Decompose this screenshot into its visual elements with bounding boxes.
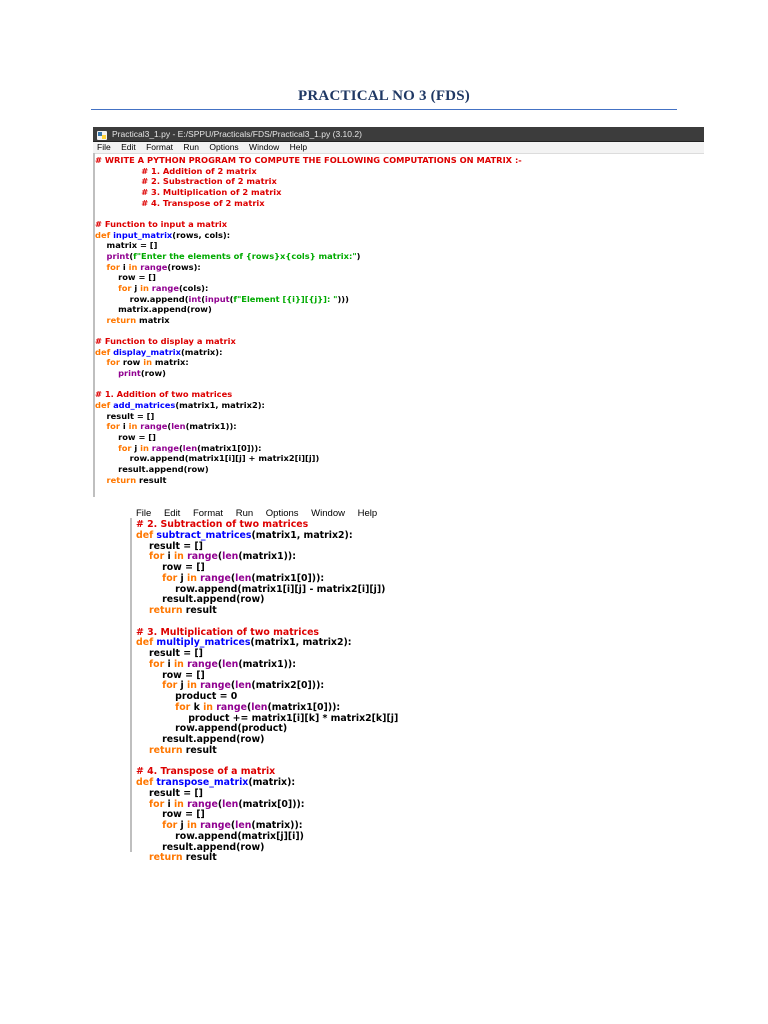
code-line bbox=[95, 240, 701, 251]
code-token-comment: # 4. Transpose of a matrix bbox=[136, 766, 276, 778]
code-token-default: (row) bbox=[140, 368, 166, 379]
menu-format[interactable]: Format bbox=[146, 142, 174, 152]
idle-editor-window-2 bbox=[130, 508, 630, 864]
code-token-keyword: in bbox=[128, 421, 141, 432]
code-token-comment: # 4. Transpose of 2 matrix bbox=[95, 197, 265, 208]
code-token-keyword: for bbox=[136, 572, 181, 584]
code-token-keyword: for bbox=[136, 820, 181, 831]
code-token-builtin: len bbox=[222, 798, 239, 810]
code-token-default: row.append( bbox=[95, 293, 189, 304]
code-editor[interactable] bbox=[95, 155, 701, 485]
code-token-builtin: input bbox=[205, 293, 230, 304]
code-token-default: product = 0 bbox=[136, 691, 238, 702]
code-token-keyword: in bbox=[203, 701, 217, 713]
code-line bbox=[95, 251, 701, 262]
code-token-def: subtract_matrices bbox=[156, 529, 252, 541]
code-token-default: (matrix): bbox=[248, 777, 296, 788]
menu-edit[interactable]: Edit bbox=[121, 142, 136, 152]
code-token-keyword: for bbox=[136, 701, 194, 713]
code-token-default: j bbox=[134, 282, 141, 293]
code-token-default: result.append(row) bbox=[136, 594, 265, 606]
code-token-default: row = [] bbox=[136, 669, 205, 681]
editor-gutter bbox=[130, 518, 132, 852]
code-token-default: row.append(matrix1[i][j] + matrix2[i][j]) bbox=[95, 453, 320, 464]
code-token-builtin: range bbox=[200, 572, 231, 584]
code-token-default: j bbox=[180, 680, 188, 692]
code-token-default: j bbox=[180, 820, 188, 831]
code-token-default: result bbox=[185, 852, 217, 864]
code-token-builtin: range bbox=[187, 658, 218, 670]
code-token-default: row.append(matrix[j][i]) bbox=[136, 830, 304, 842]
code-token-comment: # Function to display a matrix bbox=[95, 336, 236, 347]
code-token-builtin: int bbox=[188, 293, 202, 304]
code-line bbox=[136, 606, 630, 617]
code-token-builtin: len bbox=[235, 820, 252, 831]
menu-run[interactable]: Run bbox=[183, 142, 199, 152]
code-token-default: result = [] bbox=[136, 540, 203, 552]
code-line bbox=[95, 464, 701, 475]
code-token-def: transpose_matrix bbox=[156, 777, 249, 788]
code-token-default: ( bbox=[229, 293, 234, 304]
code-token-default: ))) bbox=[337, 293, 349, 304]
code-token-default: (matrix1, matrix2): bbox=[175, 400, 265, 411]
code-token-keyword: for bbox=[95, 442, 135, 453]
code-token-builtin: range bbox=[140, 421, 168, 432]
code-token-builtin: len bbox=[222, 658, 239, 670]
code-token-builtin: range bbox=[151, 282, 179, 293]
code-token-keyword: in bbox=[187, 820, 201, 831]
code-token-default: i bbox=[167, 798, 174, 810]
menu-help[interactable]: Help bbox=[357, 508, 378, 519]
code-token-default: row = [] bbox=[95, 272, 156, 283]
code-token-default: result = [] bbox=[136, 787, 203, 799]
code-token-default: (rows): bbox=[167, 261, 201, 272]
menu-bar bbox=[93, 142, 704, 154]
code-token-default: (matrix1[0])): bbox=[197, 442, 262, 453]
code-token-default: result bbox=[185, 744, 217, 756]
code-line bbox=[95, 304, 701, 315]
code-line bbox=[95, 219, 701, 230]
code-line bbox=[95, 432, 701, 443]
code-line bbox=[95, 294, 701, 305]
code-token-default: ( bbox=[129, 250, 134, 261]
code-token-default: row.append(product) bbox=[136, 723, 288, 735]
code-line bbox=[95, 272, 701, 283]
code-line bbox=[136, 778, 630, 789]
code-token-default: (matrix2[0])): bbox=[251, 680, 325, 692]
code-token-builtin: range bbox=[200, 680, 231, 692]
code-token-builtin: range bbox=[187, 798, 218, 810]
code-line bbox=[95, 326, 701, 337]
menu-file[interactable]: File bbox=[97, 142, 111, 152]
code-token-default: (matrix1)): bbox=[185, 421, 237, 432]
code-token-comment: # WRITE A PYTHON PROGRAM TO COMPUTE THE FOLLOWING COMPUTATIONS ON MATRIX :- bbox=[95, 155, 522, 165]
code-line bbox=[95, 176, 701, 187]
code-token-default: row = [] bbox=[95, 432, 156, 443]
code-line bbox=[95, 357, 701, 368]
code-token-keyword: in bbox=[187, 680, 201, 692]
code-token-keyword: def bbox=[95, 400, 114, 411]
code-token-keyword: for bbox=[136, 798, 168, 810]
code-line bbox=[95, 208, 701, 219]
code-token-comment: # 2. Substraction of 2 matrix bbox=[95, 176, 277, 187]
code-token-keyword: return bbox=[95, 314, 140, 325]
code-token-default: result bbox=[185, 605, 217, 616]
code-line bbox=[95, 166, 701, 177]
code-token-default: ( bbox=[230, 572, 236, 584]
code-token-builtin: print bbox=[95, 250, 130, 261]
menu-help[interactable]: Help bbox=[289, 142, 308, 152]
code-line bbox=[95, 475, 701, 486]
python-file-icon bbox=[97, 130, 107, 139]
menu-window[interactable]: Window bbox=[311, 508, 345, 519]
code-line bbox=[95, 379, 701, 390]
code-token-keyword: def bbox=[136, 777, 157, 788]
code-token-default: (matrix)): bbox=[251, 820, 303, 831]
code-token-string: f"Enter the elements of {rows}x{cols} matrix:" bbox=[133, 250, 357, 261]
code-line bbox=[136, 660, 630, 671]
code-token-default: product += matrix1[i][k] * matrix2[k][j] bbox=[136, 712, 399, 724]
code-token-comment: # 1. Addition of two matrices bbox=[95, 389, 233, 400]
code-token-keyword: for bbox=[95, 282, 135, 293]
code-token-builtin: range bbox=[140, 261, 168, 272]
menu-options[interactable]: Options bbox=[209, 142, 239, 152]
code-token-keyword: def bbox=[136, 637, 157, 649]
code-token-string: f"Element [{i}][{j}]: " bbox=[233, 293, 338, 304]
code-token-default: (matrix): bbox=[180, 346, 223, 357]
menu-file[interactable]: File bbox=[136, 508, 152, 519]
code-token-keyword: in bbox=[140, 282, 152, 293]
code-line bbox=[95, 368, 701, 379]
code-token-comment: # 3. Multiplication of 2 matrix bbox=[95, 186, 282, 197]
menu-run[interactable]: Run bbox=[235, 508, 254, 519]
code-token-comment: # Function to input a matrix bbox=[95, 218, 228, 229]
code-token-builtin: len bbox=[171, 421, 186, 432]
code-token-default: result = [] bbox=[136, 648, 203, 659]
code-token-default: row bbox=[122, 357, 144, 368]
code-token-def: input_matrix bbox=[113, 229, 173, 240]
code-token-default: (matrix1, matrix2): bbox=[251, 529, 353, 541]
title-divider bbox=[91, 109, 677, 110]
code-line bbox=[95, 283, 701, 294]
code-token-default: k bbox=[193, 701, 204, 713]
code-line bbox=[95, 262, 701, 273]
code-token-builtin: range bbox=[216, 701, 247, 713]
code-token-keyword: in bbox=[140, 442, 152, 453]
code-line bbox=[95, 421, 701, 432]
code-line bbox=[136, 531, 630, 542]
code-line bbox=[136, 853, 630, 864]
code-token-default: row.append(matrix1[i][j] - matrix2[i][j]) bbox=[136, 583, 386, 595]
code-token-builtin: len bbox=[235, 680, 252, 692]
code-token-keyword: for bbox=[136, 680, 181, 692]
code-token-keyword: in bbox=[173, 658, 188, 670]
menu-options[interactable]: Options bbox=[265, 508, 299, 519]
code-line bbox=[95, 347, 701, 358]
code-token-keyword: in bbox=[143, 357, 155, 368]
code-token-default: (cols): bbox=[178, 282, 209, 293]
code-token-default: result.append(row) bbox=[136, 841, 265, 853]
code-token-def: multiply_matrices bbox=[156, 637, 251, 649]
code-token-keyword: return bbox=[136, 744, 186, 756]
code-token-comment: # 2. Subtraction of two matrices bbox=[136, 519, 309, 530]
code-token-keyword: return bbox=[136, 605, 186, 616]
menu-edit[interactable]: Edit bbox=[163, 508, 181, 519]
code-line bbox=[95, 230, 701, 241]
code-line bbox=[136, 746, 630, 757]
code-token-def: display_matrix bbox=[113, 346, 181, 357]
code-line bbox=[95, 155, 701, 166]
code-token-default: j bbox=[180, 572, 188, 584]
code-line bbox=[95, 198, 701, 209]
code-line bbox=[136, 800, 630, 811]
code-token-default: ( bbox=[201, 293, 205, 304]
code-token-keyword: for bbox=[136, 551, 168, 563]
code-token-builtin: range bbox=[187, 551, 218, 563]
code-token-default: (matrix1)): bbox=[238, 551, 296, 563]
code-token-default: (matrix[0])): bbox=[238, 798, 305, 810]
menu-window[interactable]: Window bbox=[249, 142, 280, 152]
code-line bbox=[95, 336, 701, 347]
code-token-default: result = [] bbox=[95, 410, 155, 421]
code-token-builtin: len bbox=[222, 551, 239, 563]
code-token-default: ( bbox=[178, 442, 183, 453]
code-token-keyword: def bbox=[95, 229, 114, 240]
code-token-builtin: len bbox=[182, 442, 198, 453]
code-token-default: i bbox=[167, 551, 174, 563]
code-token-builtin: len bbox=[251, 701, 268, 713]
code-token-builtin: range bbox=[151, 442, 179, 453]
window-titlebar bbox=[93, 127, 704, 142]
code-token-default: (matrix1)): bbox=[238, 658, 296, 670]
code-token-default: i bbox=[122, 261, 129, 272]
code-line bbox=[95, 400, 701, 411]
code-token-default: ( bbox=[246, 701, 252, 713]
code-token-keyword: in bbox=[128, 261, 141, 272]
code-token-default: (rows, cols): bbox=[172, 229, 231, 240]
code-token-default: ( bbox=[217, 658, 223, 670]
code-token-keyword: in bbox=[173, 551, 188, 563]
code-token-default: matrix: bbox=[154, 357, 189, 368]
code-token-default: ) bbox=[356, 250, 361, 261]
code-line bbox=[136, 638, 630, 649]
code-line bbox=[95, 411, 701, 422]
code-token-builtin: print bbox=[95, 368, 141, 379]
code-line bbox=[95, 315, 701, 326]
code-token-default: result bbox=[139, 474, 167, 485]
code-token-default: row = [] bbox=[136, 809, 205, 821]
code-token-default: row = [] bbox=[136, 562, 205, 573]
code-line bbox=[95, 187, 701, 198]
code-token-keyword: for bbox=[95, 421, 123, 432]
code-token-keyword: def bbox=[95, 346, 114, 357]
code-token-def: add_matrices bbox=[113, 400, 176, 411]
code-token-default: ( bbox=[230, 820, 236, 831]
menu-format[interactable]: Format bbox=[192, 508, 224, 519]
code-token-keyword: return bbox=[136, 852, 186, 864]
code-line bbox=[95, 453, 701, 464]
code-token-default: i bbox=[167, 658, 174, 670]
code-token-builtin: range bbox=[200, 820, 231, 831]
code-token-default: (matrix1, matrix2): bbox=[250, 637, 352, 649]
code-token-default: (matrix1[0])): bbox=[267, 701, 341, 713]
code-token-default: ( bbox=[217, 551, 223, 563]
code-token-keyword: for bbox=[95, 261, 123, 272]
code-token-default: ( bbox=[230, 680, 236, 692]
code-token-comment: # 3. Multiplication of two matrices bbox=[136, 626, 320, 638]
code-token-comment: # 1. Addition of 2 matrix bbox=[95, 165, 257, 176]
code-line bbox=[136, 552, 630, 563]
code-token-keyword: in bbox=[173, 798, 188, 810]
code-token-default: (matrix1[0])): bbox=[251, 572, 325, 584]
code-line bbox=[95, 389, 701, 400]
window-title: Practical3_1.py - E:/SPPU/Practicals/FDS/Practical3_1.py (3.10.2) bbox=[112, 129, 362, 139]
code-token-default: matrix bbox=[139, 314, 170, 325]
code-token-default: result.append(row) bbox=[95, 464, 209, 475]
code-token-default: result.append(row) bbox=[136, 734, 265, 745]
page-title: PRACTICAL NO 3 (FDS) bbox=[298, 88, 470, 104]
code-token-default: matrix.append(row) bbox=[95, 304, 212, 315]
code-token-default: ( bbox=[167, 421, 172, 432]
code-token-builtin: len bbox=[235, 572, 252, 584]
idle-editor-window-1 bbox=[93, 127, 704, 497]
code-token-default: ( bbox=[217, 798, 223, 810]
code-token-keyword: def bbox=[136, 529, 157, 541]
code-token-keyword: in bbox=[187, 572, 201, 584]
code-token-default: i bbox=[122, 421, 129, 432]
code-token-keyword: return bbox=[95, 474, 140, 485]
code-editor[interactable] bbox=[136, 520, 630, 864]
code-token-default: matrix = [] bbox=[95, 240, 158, 251]
code-token-keyword: for bbox=[136, 658, 168, 670]
code-token-default: j bbox=[134, 442, 141, 453]
code-token-keyword: for bbox=[95, 357, 123, 368]
code-line bbox=[95, 443, 701, 454]
